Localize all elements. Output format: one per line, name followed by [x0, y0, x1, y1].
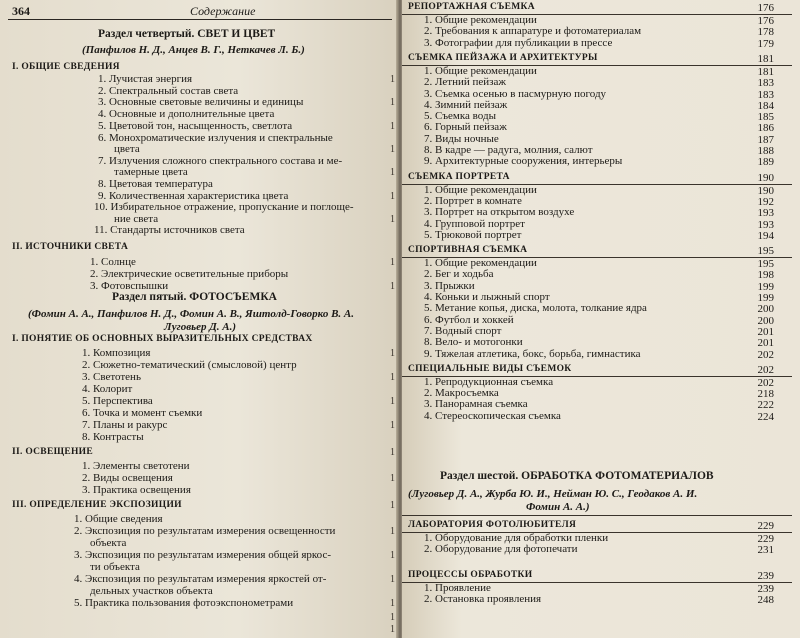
toc-item: 3. Съемка осенью в пасмурную погоду — [424, 87, 607, 100]
toc-item: 7. Планы и ракурс — [82, 419, 168, 431]
toc-page-number: 176 — [757, 2, 774, 14]
toc-subsection: СПЕЦИАЛЬНЫЕ ВИДЫ СЪЕМОК — [408, 363, 572, 374]
toc-page-number: 183 — [757, 88, 774, 101]
toc-page-number: 187 — [757, 133, 774, 146]
part5-sec1-title: I. ПОНЯТИЕ ОБ ОСНОВНЫХ ВЫРАЗИТЕЛЬНЫХ СРЕДСТВАХ — [12, 334, 313, 344]
cut-page-number: 1 — [390, 214, 395, 225]
toc-page-number: 239 — [757, 582, 774, 595]
cut-page-number: 1 — [390, 574, 395, 585]
toc-page-number: 195 — [757, 258, 774, 271]
toc-item: 1. Общие рекомендации — [424, 64, 537, 77]
toc-item: 4. Зимний пейзаж — [424, 98, 508, 111]
toc-subsection: ПРОЦЕССЫ ОБРАБОТКИ — [408, 569, 533, 580]
toc-item: 9. Количественная характеристика цвета — [98, 190, 289, 202]
toc-item: 4. Колорит — [82, 383, 133, 395]
toc-page-number: 201 — [757, 325, 774, 338]
toc-page-number: 190 — [757, 184, 774, 197]
toc-item: 1. Общие рекомендации — [424, 14, 537, 26]
cut-page-number: 1 — [390, 624, 395, 635]
toc-page-number: 189 — [757, 156, 774, 169]
toc-page-number: 229 — [757, 533, 774, 545]
cut-page-number: 1 — [390, 612, 395, 623]
toc-page-number: 224 — [757, 410, 774, 423]
toc-page-number: 202 — [757, 376, 774, 389]
toc-item: 1. Элементы светотени — [82, 460, 190, 472]
cut-page-number: 1 — [390, 598, 395, 609]
toc-item: 5. Практика пользования фотоэкспонометрами — [74, 597, 294, 609]
running-title: Содержание — [190, 4, 256, 18]
cut-page-number: 1 — [390, 420, 395, 431]
toc-subsection: СЪЕМКА ПОРТРЕТА — [408, 171, 510, 182]
toc-item: 2. Остановка проявления — [424, 592, 542, 605]
cut-page-number: 1 — [390, 447, 395, 458]
toc-item: 5. Цветовой тон, насыщенность, светлота — [98, 120, 293, 132]
toc-page-number: 190 — [757, 171, 774, 184]
toc-page-number: 192 — [757, 195, 774, 208]
toc-item: 2. Сюжетно-тематический (смысловой) центр — [82, 359, 297, 371]
toc-item: 6. Точка и момент съемки — [82, 407, 203, 419]
toc-item: 2. Оборудование для фотопечати — [424, 543, 578, 556]
toc-item: 8. В кадре — радуга, молния, салют — [424, 144, 593, 156]
toc-item: 3. Портрет на открытом воздухе — [424, 206, 575, 219]
toc-item: 3. Прыжки — [424, 279, 475, 292]
cut-page-number: 1 — [390, 473, 395, 484]
cut-page-number: 1 — [390, 348, 395, 359]
cut-page-number: 1 — [390, 372, 395, 383]
toc-page-number: 179 — [757, 37, 774, 50]
toc-subsection: РЕПОРТАЖНАЯ СЪЕМКА — [408, 2, 535, 12]
toc-page-number: 239 — [757, 569, 774, 582]
toc-page-number: 218 — [757, 388, 774, 401]
toc-page-number: 194 — [757, 229, 774, 242]
left-page — [0, 0, 398, 638]
toc-page-number: 183 — [757, 77, 774, 90]
toc-page-number: 229 — [757, 520, 774, 532]
toc-page-number: 201 — [757, 337, 774, 350]
toc-page-number: 181 — [757, 65, 774, 78]
toc-item-cont: ние света — [114, 213, 159, 225]
toc-item: 1. Репродукционная съемка — [424, 375, 554, 388]
toc-item: 2. Макросъемка — [424, 387, 499, 400]
toc-item: 8. Контрасты — [82, 431, 144, 443]
toc-page-number: 231 — [757, 544, 774, 557]
toc-item: 2. Экспозиция по результатам измерения освещенности — [74, 525, 336, 537]
toc-page-number: 176 — [757, 15, 774, 27]
part5-authors-2: Луговьер Д. А.) — [164, 321, 237, 333]
cut-page-number: 1 — [390, 167, 395, 178]
toc-page-number: 222 — [757, 399, 774, 412]
toc-item: 8. Цветовая температура — [98, 178, 213, 190]
toc-item: 6. Горный пейзаж — [424, 121, 507, 134]
cut-page-number: 1 — [390, 396, 395, 407]
toc-item: 1. Солнце — [90, 256, 136, 268]
toc-page-number: 186 — [757, 122, 774, 135]
toc-item: 1. Общие рекомендации — [424, 183, 537, 196]
part6-title: Раздел шестой. ОБРАБОТКА ФОТОМАТЕРИАЛОВ — [440, 470, 714, 482]
section-rule — [402, 515, 792, 516]
toc-item: 5. Перспектива — [82, 395, 153, 407]
cut-page-number: 1 — [390, 500, 395, 511]
part4-sec1-title: I. ОБЩИЕ СВЕДЕНИЯ — [12, 62, 120, 72]
toc-item: 10. Избирательное отражение, пропускание и поглоще- — [94, 201, 354, 213]
page-number: 364 — [12, 4, 30, 18]
toc-item-cont: дельных участков объекта — [90, 585, 213, 597]
toc-item: 4. Коньки и лыжный спорт — [424, 291, 550, 303]
cut-page-number: 1 — [390, 121, 395, 132]
part5-title: Раздел пятый. ФОТОСЪЕМКА — [112, 291, 277, 303]
toc-item: 4. Групповой портрет — [424, 217, 525, 230]
page-header — [0, 2, 398, 18]
toc-item: 4. Основные и дополнительные цвета — [98, 108, 275, 120]
toc-item: 1. Общие рекомендации — [424, 257, 537, 270]
toc-page-number: 184 — [757, 99, 774, 112]
toc-page-number: 199 — [757, 280, 774, 293]
cut-page-number: 1 — [390, 97, 395, 108]
toc-page-number: 193 — [757, 207, 774, 220]
toc-item: 2. Бег и ходьба — [424, 268, 494, 281]
toc-item: 2. Требования к аппаратуре и фотоматериалам — [424, 25, 642, 38]
toc-page-number: 195 — [757, 245, 774, 258]
toc-item: 1. Общие сведения — [74, 513, 163, 525]
toc-item: 2. Портрет в комнате — [424, 194, 522, 207]
toc-page-number: 200 — [757, 314, 774, 327]
toc-item: 3. Практика освещения — [82, 484, 191, 496]
toc-item: 4. Экспозиция по результатам измерения яркостей от- — [74, 573, 327, 585]
toc-page-number: 202 — [757, 348, 774, 361]
toc-item: 7. Виды ночные — [424, 132, 499, 145]
toc-item-cont: цвета — [114, 143, 140, 155]
toc-item: 4. Стереоскопическая съемка — [424, 409, 561, 422]
right-page — [402, 0, 800, 638]
toc-item: 1. Композиция — [82, 347, 151, 359]
cut-page-number: 1 — [390, 281, 395, 292]
toc-subsection: СЪЕМКА ПЕЙЗАЖА И АРХИТЕКТУРЫ — [408, 52, 598, 63]
toc-item: 9. Архитектурные сооружения, интерьеры — [424, 155, 623, 168]
cut-page-number: 1 — [390, 74, 395, 85]
toc-item: 5. Съемка воды — [424, 110, 496, 123]
toc-item: 1. Проявление — [424, 581, 491, 594]
cut-page-number: 1 — [390, 526, 395, 537]
toc-item: 6. Футбол и хоккей — [424, 313, 514, 326]
part5-sec3-title: III. ОПРЕДЕЛЕНИЕ ЭКСПОЗИЦИИ — [12, 500, 182, 510]
toc-item: 3. Фотовспышки — [90, 280, 169, 292]
toc-item-cont: тамерные цвета — [114, 166, 188, 178]
toc-item: 3. Фотографии для публикации в прессе — [424, 36, 613, 49]
toc-page-number: 188 — [757, 145, 774, 157]
toc-page-number: 200 — [757, 303, 774, 316]
toc-subsection: ЛАБОРАТОРИЯ ФОТОЛЮБИТЕЛЯ — [408, 520, 577, 530]
toc-subsection: СПОРТИВНАЯ СЪЕМКА — [408, 245, 528, 256]
toc-item: 8. Вело- и мотогонки — [424, 336, 523, 349]
toc-item: 3. Панорамная съемка — [424, 398, 528, 411]
cut-page-number: 1 — [390, 191, 395, 202]
cut-page-number: 1 — [390, 550, 395, 561]
toc-item: 5. Трюковой портрет — [424, 228, 522, 241]
toc-item: 3. Светотень — [82, 371, 141, 383]
toc-item: 6. Монохроматические излучения и спектральные — [98, 132, 333, 144]
toc-item: 1. Лучистая энергия — [98, 73, 193, 85]
part4-sec2-title: II. ИСТОЧНИКИ СВЕТА — [12, 242, 129, 252]
toc-item: 1. Оборудование для обработки пленки — [424, 532, 609, 544]
toc-item: 3. Основные световые величины и единицы — [98, 96, 304, 108]
cut-page-number: 1 — [390, 144, 395, 155]
part5-sec2-title: II. ОСВЕЩЕНИЕ — [12, 447, 93, 457]
toc-item: 9. Тяжелая атлетика, бокс, борьба, гимнастика — [424, 347, 641, 360]
part4-title: Раздел четвертый. СВЕТ И ЦВЕТ — [98, 28, 276, 40]
toc-item: 3. Экспозиция по результатам измерения общей яркос- — [74, 549, 331, 561]
cut-page-number: 1 — [390, 257, 395, 268]
toc-item: 2. Виды освещения — [82, 472, 173, 484]
toc-page-number: 193 — [757, 218, 774, 231]
part6-authors-1: (Луговьер Д. А., Журба Ю. И., Нейман Ю. С., Геодаков А. И. — [408, 488, 698, 500]
toc-item: 2. Электрические осветительные приборы — [90, 268, 289, 280]
toc-page-number: 202 — [757, 363, 774, 376]
toc-item: 11. Стандарты источников света — [94, 224, 245, 236]
part4-authors: (Панфилов Н. Д., Анцев В. Г., Неткачев Л. Б.) — [82, 44, 305, 56]
toc-item-cont: ти объекта — [90, 561, 140, 573]
toc-item: 5. Метание копья, диска, молота, толкание ядра — [424, 302, 647, 315]
part5-authors-1: (Фомин А. А., Панфилов Н. Д., Фомин А. В., Яштолд-Говорко В. А. — [28, 308, 354, 320]
toc-page-number: 178 — [757, 26, 774, 39]
toc-item: 2. Летний пейзаж — [424, 76, 506, 89]
header-rule — [8, 19, 392, 20]
toc-item: 2. Спектральный состав света — [98, 85, 239, 97]
toc-page-number: 181 — [757, 52, 774, 65]
part6-authors-2: Фомин А. А.) — [526, 501, 590, 513]
toc-item: 7. Водный спорт — [424, 324, 502, 337]
toc-page-number: 199 — [757, 292, 774, 304]
toc-item-cont: объекта — [90, 537, 127, 549]
toc-page-number: 248 — [757, 593, 774, 606]
toc-page-number: 198 — [757, 269, 774, 282]
toc-item: 7. Излучения сложного спектрального состава и ме- — [98, 155, 343, 167]
toc-page-number: 185 — [757, 111, 774, 124]
